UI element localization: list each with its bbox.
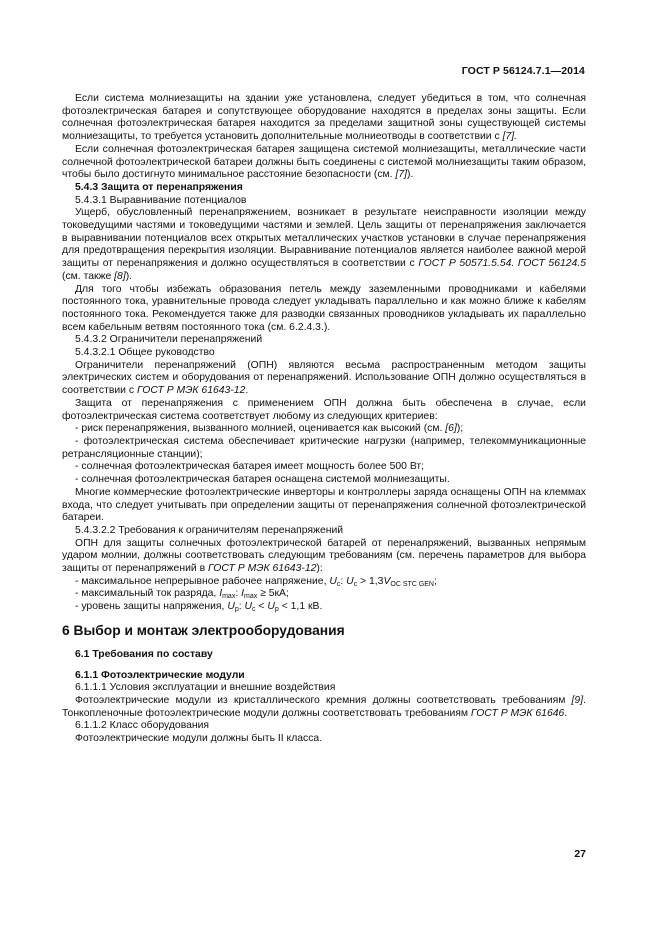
body-text [62, 93, 586, 746]
standard-header: ГОСТ Р 56124.7.1—2014 [461, 65, 585, 77]
list-item: - уровень защиты напряжения, $U_p$: $U_c < U_p < 1,1$ кВ. [75, 601, 323, 614]
paragraph: Если солнечная фотоэлектрическая батарея защищена системой молниезащиты, металлические части солнечной фотоэлектрической батареи должны быть соединены с системой молниезащиты таким образом, чтобы было достигнуто минимальное расстояние безопасности (см. [7]). [62, 143, 586, 181]
paragraph: Фотоэлектрические модули из кристаллического кремния должны соответствовать требованиям [9]. Тонкопленочные фотоэлектрические модули должны соответствовать требованиям ГОСТ Р МЭК 61646. [62, 694, 586, 719]
page-number: 27 [574, 848, 586, 860]
subsection-heading-6-1-1-1: 6.1.1.1 Условия эксплуатации и внешние воздействия [75, 682, 336, 694]
paragraph: Ограничители перенапряжений (ОПН) являются весьма распространенным методом защиты электрических систем и оборудования от перенапряжений. Использование ОПН должно осуществляться в соответствии с ГОСТ Р МЭК 61643-12. [62, 359, 586, 397]
reference: [8] [114, 270, 126, 282]
paragraph: Для того чтобы избежать образования петель между заземленными проводниками и кабелями постоянного тока, уравнительные провода следует укладывать параллельно и как можно ближе к кабелям постоянного тока. Рекомендуется также для разводки связанных проводников укладывать их параллельно всем кабельным ветвям постоянного тока (см. 6.2.4.3.). [62, 283, 586, 333]
paragraph: Ущерб, обусловленный перенапряжением, возникает в результате неисправности изоляции между токоведущими частями и токоведущими частями и землей. Цель защиты от перенапряжения заключается в выравнивании потенциалов всех открытых металлических участков установки в случае перенапряжения для предотвращения перекрытия изоляции. Выравнивание потенциалов является наиболее важной мерой защиты от перенапряжения и должно осуществляться в соответствии с ГОСТ Р 50571.5.54. ГОСТ 56124.5 (см. также [8]). [62, 207, 586, 282]
list-item: - фотоэлектрическая система обеспечивает критические нагрузки (например, телекоммуникационные ретрансляционные станции); [62, 435, 586, 460]
chapter-heading-6: 6 Выбор и монтаж электрооборудования [62, 622, 345, 638]
section-heading-6-1-1: 6.1.1 Фотоэлектрические модули [75, 669, 245, 681]
paragraph: Многие коммерческие фотоэлектрические инверторы и контроллеры заряда оснащены ОПН на клеммах входа, что следует учитывать при определении защиты от перенапряжения солнечной фотоэлектрической батареи. [62, 486, 586, 524]
reference: ГОСТ Р МЭК 61646 [470, 707, 565, 719]
paragraph: Фотоэлектрические модули должны быть II класса. [75, 733, 323, 745]
section-heading-5-4-3: 5.4.3 Защита от перенапряжения [75, 181, 243, 193]
subsection-heading-5-4-3-2-2: 5.4.3.2.2 Требования к ограничителям перенапряжений [75, 524, 344, 536]
subsection-heading-5-4-3-2: 5.4.3.2 Ограничители перенапряжений [75, 334, 263, 346]
reference: ГОСТ Р МЭК 61643-12 [207, 563, 317, 575]
paragraph: ОПН для защиты солнечных фотоэлектрической батарей от перенапряжений, вызванных непрямым ударом молнии, должны соответствовать следующим требованиям (см. перечень параметров для выбора защиты от перенапряжений в ГОСТ Р МЭК 61643-12): [62, 537, 586, 575]
reference: [7] [395, 169, 408, 181]
reference: ГОСТ Р МЭК 61643-12 [136, 385, 246, 397]
reference: [6] [445, 423, 457, 435]
list-item: - максимальное непрерывное рабочее напряжение, $U_c$: $U_c > 1,3V_{OC STC GEN}$; [75, 575, 437, 588]
list-item: - риск перенапряжения, вызванного молнией, оценивается как высокий (см. [6]); [75, 423, 464, 435]
subsection-heading-5-4-3-1: 5.4.3.1 Выравнивание потенциалов [75, 194, 247, 206]
list-item: - солнечная фотоэлектрическая батарея оснащена системой молниезащиты. [75, 474, 450, 486]
paragraph: Защита от перенапряжения с применением ОПН должна быть обеспечена в случае, если фотоэлектрическая система соответствует любому из следующих критериев: [62, 397, 586, 422]
list-item: - максимальный ток разряда, $I_{max}$: $I_{max} \ge 5кА$; [75, 588, 289, 601]
paragraph: Если система молниезащиты на здании уже установлена, следует убедиться в том, что солнечная фотоэлектрическая батарея и сопутствующее оборудование находятся в пределах зоны защиты. Если солнечная фотоэлектрическая батарея находится за пределами защитной зоны существующей системы молниезащиты, то требуется установить дополнительные молниеотводы в соответствии с [7]. [62, 93, 586, 143]
list-item: - солнечная фотоэлектрическая батарея имеет мощность более 500 Вт; [75, 461, 425, 473]
reference: [7]. [502, 131, 518, 143]
section-heading-6-1: 6.1 Требования по составу [75, 648, 213, 660]
reference: [9] [571, 694, 584, 706]
subsection-heading-6-1-1-2: 6.1.1.2 Класс оборудования [75, 720, 210, 732]
reference: ГОСТ Р 50571.5.54. ГОСТ 56124.5 [418, 258, 586, 270]
subsection-heading-5-4-3-2-1: 5.4.3.2.1 Общее руководство [75, 347, 215, 359]
